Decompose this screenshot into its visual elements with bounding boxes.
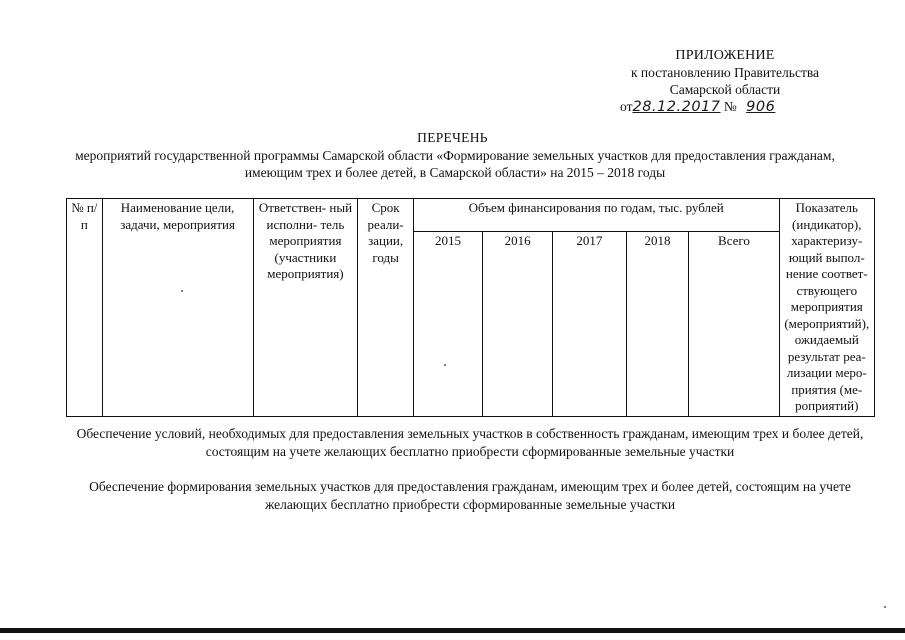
- order-date-number: [620, 99, 789, 115]
- scan-speck: [444, 364, 446, 366]
- number-prefix: №: [723, 99, 737, 114]
- column-header-funding: Объем финансирования по годам, тыс. рублей: [413, 199, 779, 232]
- column-header-responsible: Ответствен- ный исполни- тель мероприятия (участники мероприятия): [253, 199, 358, 417]
- measures-table: [66, 198, 875, 417]
- scan-bottom-edge: [0, 628, 905, 633]
- column-header-number: № п/п: [67, 199, 103, 417]
- annex-title: ПРИЛОЖЕНИЕ: [675, 48, 775, 63]
- column-header-year-2015: 2015: [413, 232, 482, 417]
- column-header-year-2018: 2018: [626, 232, 689, 417]
- column-header-name: Наименование цели, задачи, мероприятия: [102, 199, 253, 417]
- goal-row-text: Обеспечение условий, необходимых для предоставления земельных участков в собственность гражданам, имеющим трех и более детей, состоящим на учете желающих бесплатно приобрести сформированные земельные участки: [76, 426, 864, 459]
- document-subtitle: мероприятий государственной программы Самарской области «Формирование земельных участков для предоставления гражданам, имеющим трех и более детей, в Самарской области» на 2015 – 2018 годы: [75, 148, 835, 180]
- annex-line-resolution: к постановлению Правительства: [630, 65, 820, 80]
- handwritten-date: 28.12.2017: [632, 99, 721, 115]
- task-row-text: Обеспечение формирования земельных участков для предоставления гражданам, имеющим трех и более детей, состоящим на учете желающих бесплатно приобрести сформированные земельные участки: [89, 479, 851, 512]
- date-prefix: от: [620, 99, 633, 114]
- table-header-row: [67, 199, 875, 232]
- annex-line-region: Самарской области: [669, 82, 781, 97]
- column-header-year-2017: 2017: [553, 232, 626, 417]
- scan-speck: [884, 606, 886, 608]
- scan-speck: [181, 290, 183, 292]
- annex-header: [610, 47, 840, 98]
- handwritten-number: 906: [746, 99, 776, 115]
- column-header-period: Срок реали- зации, годы: [358, 199, 414, 417]
- document-title: ПЕРЕЧЕНЬ: [417, 130, 488, 145]
- column-header-year-2016: 2016: [483, 232, 553, 417]
- column-header-indicator: Показатель (индикатор), характеризу- ющий выпол- нение соответ- ствующего мероприятия (мероприятий), ожидаемый результат реа- лизации меро- приятия (ме- роприятий): [779, 199, 874, 417]
- column-header-total: Всего: [689, 232, 779, 417]
